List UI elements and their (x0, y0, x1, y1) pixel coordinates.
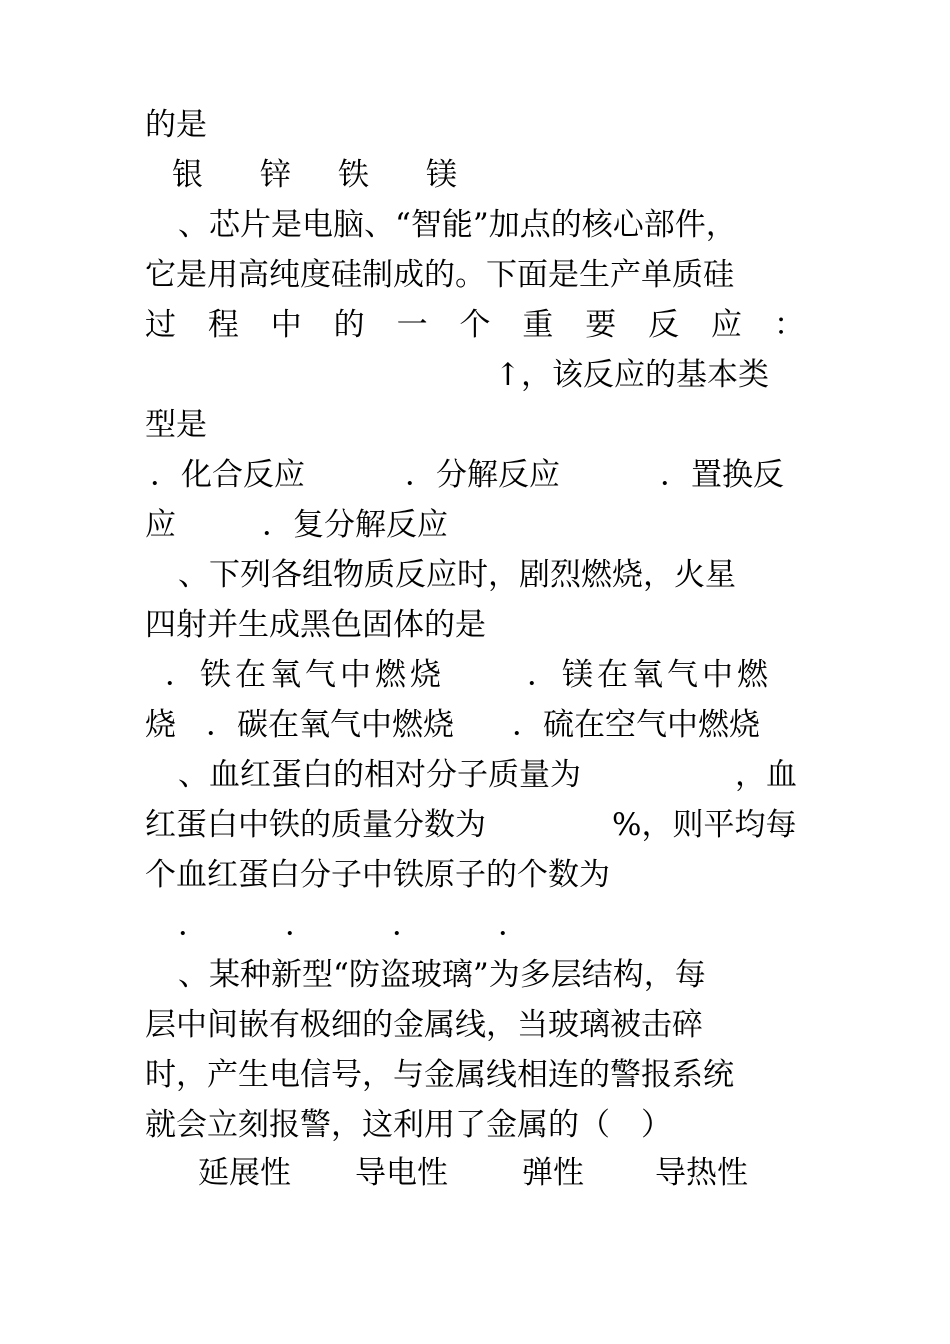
option-a: ．化合反应 (150, 457, 305, 493)
question-glass-line4: 就会立刻报警，这利用了金属的（ ） (145, 1107, 672, 1143)
question-hemo-line2a: 红蛋白中铁的质量分数为 (145, 807, 486, 843)
option-b: 导电性 (355, 1155, 448, 1191)
option-c: ．置换反 (660, 457, 784, 493)
char: 重 (522, 307, 554, 343)
option-d: ．复分解反应 (262, 507, 448, 543)
question-hemo-line2b: %，则平均每 (612, 807, 797, 843)
char: 的 (333, 307, 365, 343)
option-b-tail: 烧 (145, 707, 176, 743)
char: 程 (207, 307, 239, 343)
option-d: 镁 (426, 157, 457, 193)
option-b: 锌 (260, 157, 291, 193)
option-a: ． (178, 907, 209, 943)
char: 中 (270, 307, 302, 343)
question-chip-line5: 型是 (145, 407, 207, 443)
question-chip-line3 (145, 305, 805, 345)
question-burn-line2: 四射并生成黑色固体的是 (145, 607, 486, 643)
question-hemo-line3: 个血红蛋白分子中铁原子的个数为 (145, 857, 610, 893)
question-burn-line1: 、下列各组物质反应时，剧烈燃烧，火星 (178, 557, 736, 593)
option-d: ．硫在空气中燃烧 (512, 707, 760, 743)
option-b: ． (285, 907, 316, 943)
question-glass-line2: 层中间嵌有极细的金属线，当玻璃被击碎 (145, 1007, 703, 1043)
option-a: ．铁在氧气中燃烧 (165, 657, 445, 693)
option-b: ．分解反应 (405, 457, 560, 493)
question-chip-line1: 、芯片是电脑、“智能”加点的核心部件， (178, 207, 737, 243)
option-b: ．镁在氧气中燃 (527, 657, 772, 693)
option-c: 铁 (338, 157, 369, 193)
question-glass-line3: 时，产生电信号，与金属线相连的警报系统 (145, 1057, 734, 1093)
option-d: ． (498, 907, 529, 943)
option-a: 延展性 (198, 1155, 291, 1191)
char: 个 (459, 307, 491, 343)
option-d: 导热性 (655, 1155, 748, 1191)
char: ： (773, 307, 805, 343)
question-chip-line4: ↑，该反应的基本类 (495, 357, 769, 393)
question-glass-line1: 、某种新型“防盗玻璃”为多层结构，每 (178, 957, 706, 993)
question-chip-line2: 它是用高纯度硅制成的。下面是生产单质硅 (145, 257, 734, 293)
option-c: 弹性 (522, 1155, 584, 1191)
option-c-tail: 应 (145, 507, 176, 543)
question-stem-tail: 的是 (145, 107, 207, 143)
char: 应 (711, 307, 743, 343)
question-hemo-line1b: ，血 (735, 757, 797, 793)
option-c: ．碳在氧气中燃烧 (206, 707, 454, 743)
question-hemo-line1a: 、血红蛋白的相对分子质量为 (178, 757, 581, 793)
char: 反 (648, 307, 680, 343)
char: 要 (585, 307, 617, 343)
option-a: 银 (172, 157, 203, 193)
option-c: ． (392, 907, 423, 943)
char: 一 (396, 307, 428, 343)
char: 过 (145, 307, 176, 343)
